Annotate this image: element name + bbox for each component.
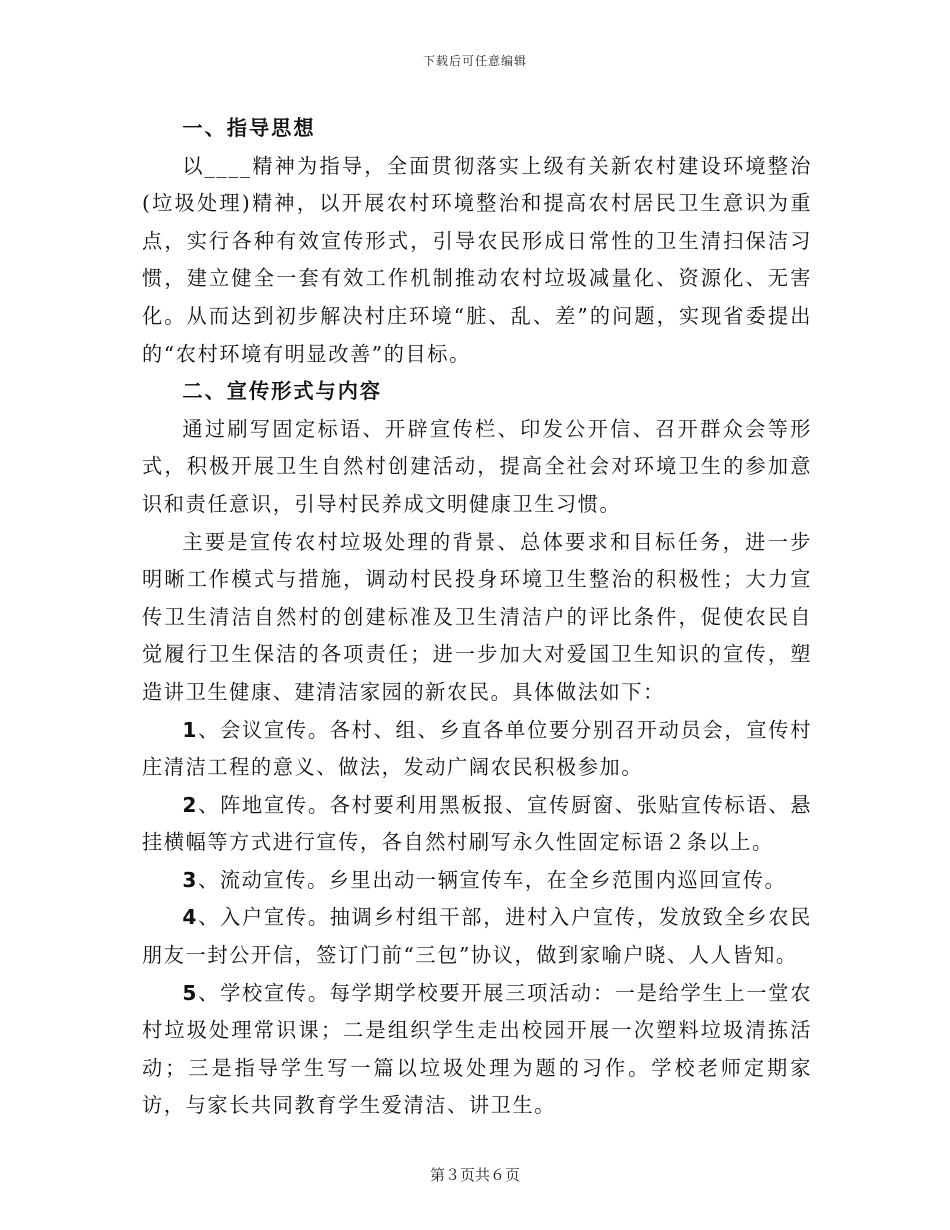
item-text: 、流动宣传。乡里出动一辆宣传车，在全乡范围内巡回宣传。 [198, 867, 787, 892]
item-number: 4 [182, 905, 199, 930]
item-number: 2 [182, 792, 199, 817]
section-heading: 一、指导思想 [182, 116, 316, 140]
paragraph: 主要是宣传农村垃圾处理的背景、总体要求和目标任务，进一步明晰工作模式与措施，调动村民投身环境卫生整治的积极性；大力宣传卫生清洁自然村的创建标准及卫生清洁户的评比条件，促使农民自觉履行卫生保洁的各项责任；进一步加大对爱国卫生知识的宣传，塑造讲卫生健康、建清洁家园的新农民。具体做法如下： [142, 529, 812, 704]
page-number: 第３页共６页 [429, 1166, 520, 1184]
list-item [142, 899, 812, 974]
item-number: 3 [182, 867, 199, 892]
item-text: 、会议宣传。各村、组、乡直各单位要分别召开动员会，宣传村庄清洁工程的意义、做法，发动广阔农民积极参加。 [142, 717, 812, 780]
paragraph: 通过刷写固定标语、开辟宣传栏、印发公开信、召开群众会等形式，积极开展卫生自然村创建活动，提高全社会对环境卫生的参加意识和责任意识，引导村民养成文明健康卫生习惯。 [142, 416, 812, 516]
item-text: 、学校宣传。每学期学校要开展三项活动：一是给学生上一堂农村垃圾处理常识课；二是组织学生走出校园开展一次塑料垃圾清拣活动；三是指导学生写一篇以垃圾处理为题的习作。学校老师定期家访，与家长共同教育学生爱清洁、讲卫生。 [142, 980, 812, 1118]
item-text: 、阵地宣传。各村要利用黑板报、宣传厨窗、张贴宣传标语、悬挂横幅等方式进行宣传，各自然村刷写永久性固定标语２条以上。 [142, 792, 812, 855]
list-item [142, 862, 812, 900]
page-header: 下载后可任意编辑 [422, 54, 527, 68]
list-item [142, 787, 812, 862]
item-number: 5 [182, 980, 199, 1005]
item-number: 1 [182, 717, 199, 742]
section-heading: 二、宣传形式与内容 [182, 379, 383, 404]
paragraph: 以____精神为指导，全面贯彻落实上级有关新农村建设环境整治(垃圾处理)精神，以开展农村环境整治和提高农村居民卫生意识为重点，实行各种有效宣传形式，引导农民形成日常性的卫生清扫保洁习惯，建立健全一套有效工作机制推动农村垃圾减量化、资源化、无害化。从而达到初步解决村庄环境“脏、乱、差”的问题，实现省委提出的“农村环境有明显改善”的目标。 [142, 153, 812, 366]
document-body [142, 110, 812, 1125]
item-text: 、入户宣传。抽调乡村组干部，进村入户宣传，发放致全乡农民朋友一封公开信，签订门前“三包”协议，做到家喻户晓、人人皆知。 [142, 905, 812, 968]
list-item [142, 712, 812, 787]
list-item [142, 975, 812, 1125]
